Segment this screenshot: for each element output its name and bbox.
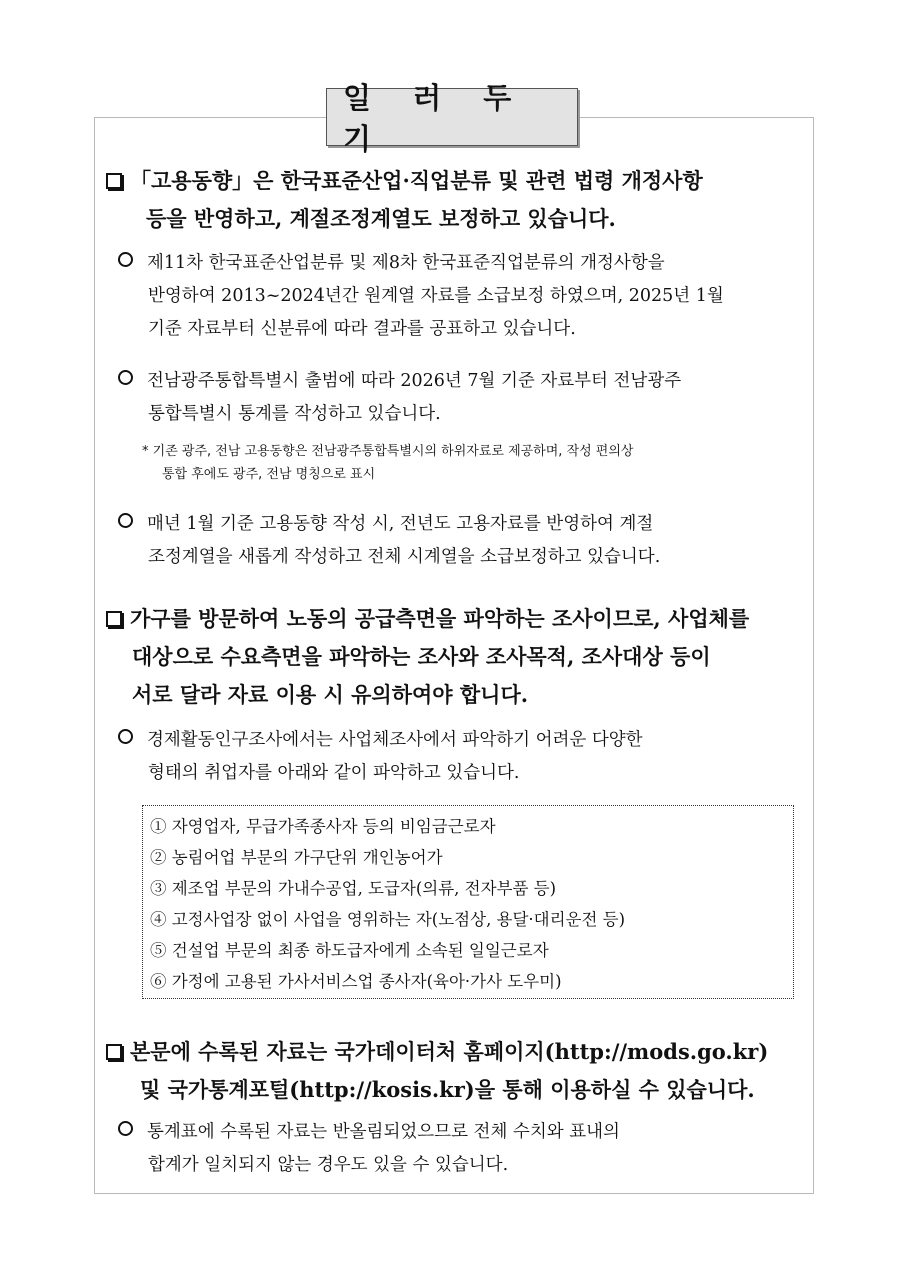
employment-type-list (142, 805, 794, 999)
square-bullet-icon (106, 173, 122, 189)
list-item: ⑥ 가정에 고용된 가사서비스업 종사자(육아·가사 도우미) (150, 972, 562, 991)
page-title: 일 러 두 기 (326, 88, 578, 146)
footnote-line: * 기존 광주, 전남 고용동향은 전남광주통합특별시의 하위자료로 제공하며, 작성 편의상 (142, 444, 634, 459)
section-3-line2: 및 국가통계포털(http://kosis.kr)을 통해 이용하실 수 있습니다. (140, 1077, 755, 1102)
bullet-text: 조정계열을 새롭게 작성하고 전체 시계열을 소급보정하고 있습니다. (148, 547, 661, 567)
section-1-heading (106, 162, 806, 238)
section-1-bullet-3 (118, 508, 806, 574)
bullet-text: 제11차 한국표준산업분류 및 제8차 한국표준직업분류의 개정사항을 (147, 253, 665, 273)
circle-bullet-icon (118, 513, 133, 528)
square-bullet-icon (106, 1044, 122, 1060)
bullet-text: 형태의 취업자를 아래와 같이 파악하고 있습니다. (148, 763, 520, 783)
bullet-text: 경제활동인구조사에서는 사업체조사에서 파악하기 어려운 다양한 (147, 730, 643, 750)
list-item: ④ 고정사업장 없이 사업을 영위하는 자(노점상, 용달·대리운전 등) (150, 910, 626, 929)
bullet-text: 통합특별시 통계를 작성하고 있습니다. (148, 404, 441, 424)
section-3-bullet-1 (118, 1116, 806, 1182)
footnote-line: 통합 후에도 광주, 전남 명칭으로 표시 (162, 467, 376, 482)
section-3-heading (106, 1033, 806, 1109)
bullet-text: 합계가 일치되지 않는 경우도 있을 수 있습니다. (148, 1155, 509, 1175)
bullet-text: 반영하여 2013~2024년간 원계열 자료를 소급보정 하였으며, 2025년 1월 (148, 286, 724, 306)
circle-bullet-icon (118, 729, 133, 744)
list-item: ③ 제조업 부문의 가내수공업, 도급자(의류, 전자부품 등) (150, 879, 557, 898)
section-2-heading (106, 600, 806, 714)
section-2-bullet-1 (118, 724, 806, 790)
section-1-bullet-1 (118, 247, 806, 346)
circle-bullet-icon (118, 1121, 133, 1136)
section-1-line1: 「고용동향」은 한국표준산업·직업분류 및 관련 법령 개정사항 (130, 168, 703, 193)
circle-bullet-icon (118, 370, 133, 385)
footnote (142, 440, 806, 486)
section-1-line2: 등을 반영하고, 계절조정계열도 보정하고 있습니다. (146, 206, 616, 231)
section-1-bullet-2 (118, 365, 806, 431)
bullet-text: 통계표에 수록된 자료는 반올림되었으므로 전체 수치와 표내의 (147, 1122, 620, 1142)
square-bullet-icon (106, 611, 122, 627)
list-item: ① 자영업자, 무급가족종사자 등의 비임금근로자 (150, 817, 496, 836)
section-2-line1: 가구를 방문하여 노동의 공급측면을 파악하는 조사이므로, 사업체를 (130, 606, 750, 631)
section-3-line1: 본문에 수록된 자료는 국가데이터처 홈페이지(http://mods.go.kr) (130, 1039, 769, 1064)
bullet-text: 매년 1월 기준 고용동향 작성 시, 전년도 고용자료를 반영하여 계절 (147, 514, 654, 534)
section-2-line2: 대상으로 수요측면을 파악하는 조사와 조사목적, 조사대상 등이 (132, 644, 711, 669)
circle-bullet-icon (118, 252, 133, 267)
list-item: ② 농림어업 부문의 가구단위 개인농어가 (150, 848, 443, 867)
bullet-text: 기준 자료부터 신분류에 따라 결과를 공표하고 있습니다. (148, 319, 576, 339)
section-2-line3: 서로 달라 자료 이용 시 유의하여야 합니다. (132, 682, 529, 707)
list-item: ⑤ 건설업 부문의 최종 하도급자에게 소속된 일일근로자 (150, 941, 549, 960)
bullet-text: 전남광주통합특별시 출범에 따라 2026년 7월 기준 자료부터 전남광주 (147, 371, 682, 391)
